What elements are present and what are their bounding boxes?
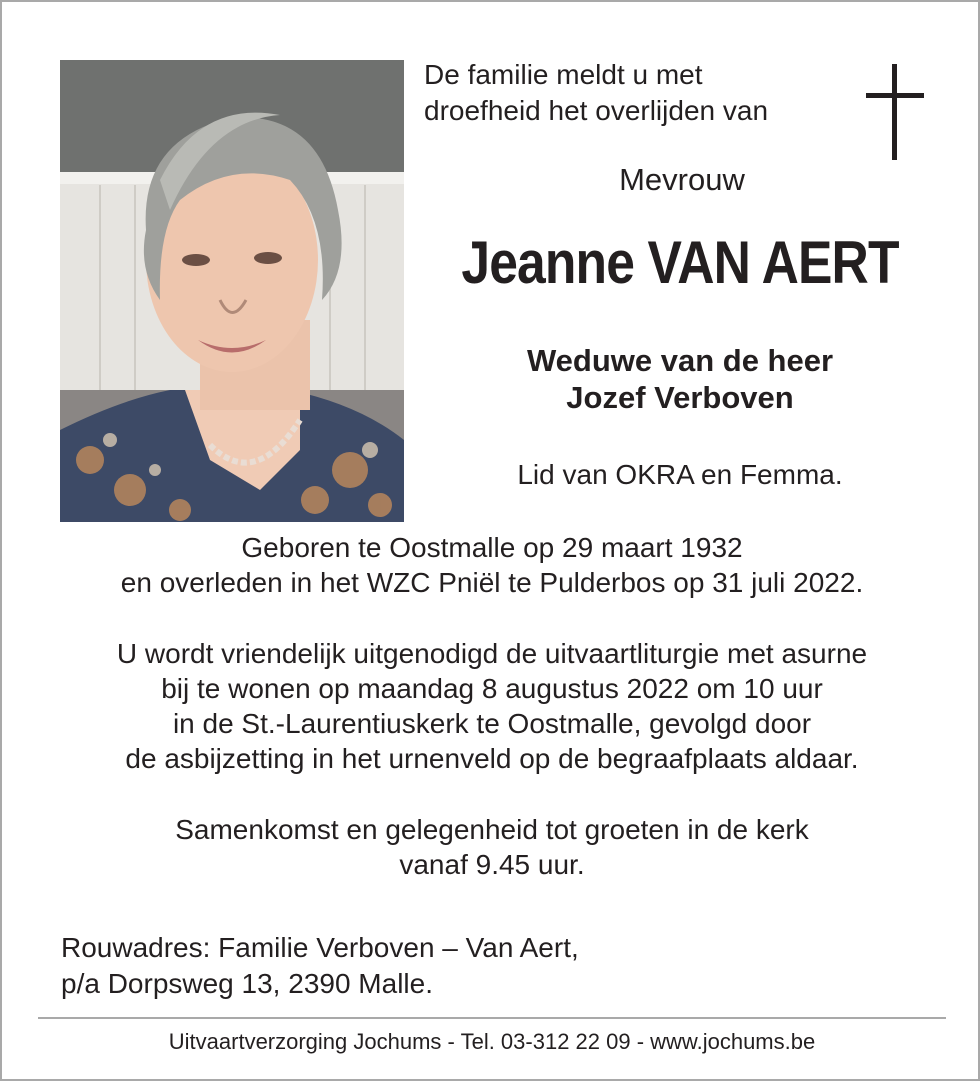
- detail-line: de asbijzetting in het urnenveld op de begraafplaats aldaar.: [125, 743, 859, 774]
- widow-line: Weduwe van de heer: [526, 343, 834, 378]
- detail-line: Samenkomst en gelegenheid tot groeten in de kerk: [175, 814, 809, 845]
- detail-line: Geboren te Oostmalle op 29 maart 1932: [241, 532, 743, 563]
- latin-cross-icon: [866, 64, 924, 162]
- detail-line: in de St.-Laurentiuskerk te Oostmalle, gevolgd door: [172, 708, 812, 739]
- membership: Lid van OKRA en Femma.: [517, 459, 843, 490]
- honorific: Mevrouw: [619, 162, 745, 197]
- widow-of: [422, 342, 938, 416]
- detail-line: vanaf 9.45 uur.: [399, 849, 585, 880]
- birth-death-details: [2, 530, 980, 600]
- gathering-details: [2, 812, 980, 882]
- portrait-photo: [60, 60, 404, 522]
- cross-vertical-bar: [892, 64, 897, 160]
- intro-line: droefheid het overlijden van: [424, 95, 769, 126]
- widow-line: Jozef Verboven: [566, 380, 794, 415]
- deceased-name: Jeanne VAN AERT: [461, 229, 899, 296]
- intro-text: [424, 57, 768, 129]
- funeral-home-footer: Uitvaartverzorging Jochums - Tel. 03-312 22 09 - www.jochums.be: [168, 1029, 816, 1054]
- address-line: Rouwadres: Familie Verboven – Van Aert,: [61, 932, 579, 963]
- cross-horizontal-bar: [866, 93, 924, 98]
- service-details: [2, 636, 980, 776]
- intro-line: De familie meldt u met: [424, 59, 703, 90]
- detail-line: en overleden in het WZC Pniël te Pulderbos op 31 juli 2022.: [120, 567, 864, 598]
- detail-line: U wordt vriendelijk uitgenodigd de uitvaartliturgie met asurne: [116, 638, 868, 669]
- address-line: p/a Dorpsweg 13, 2390 Malle.: [61, 968, 433, 999]
- divider: [38, 1017, 946, 1019]
- portrait-image: [60, 60, 404, 522]
- mourning-address: [61, 930, 579, 1002]
- detail-line: bij te wonen op maandag 8 augustus 2022 om 10 uur: [161, 673, 823, 704]
